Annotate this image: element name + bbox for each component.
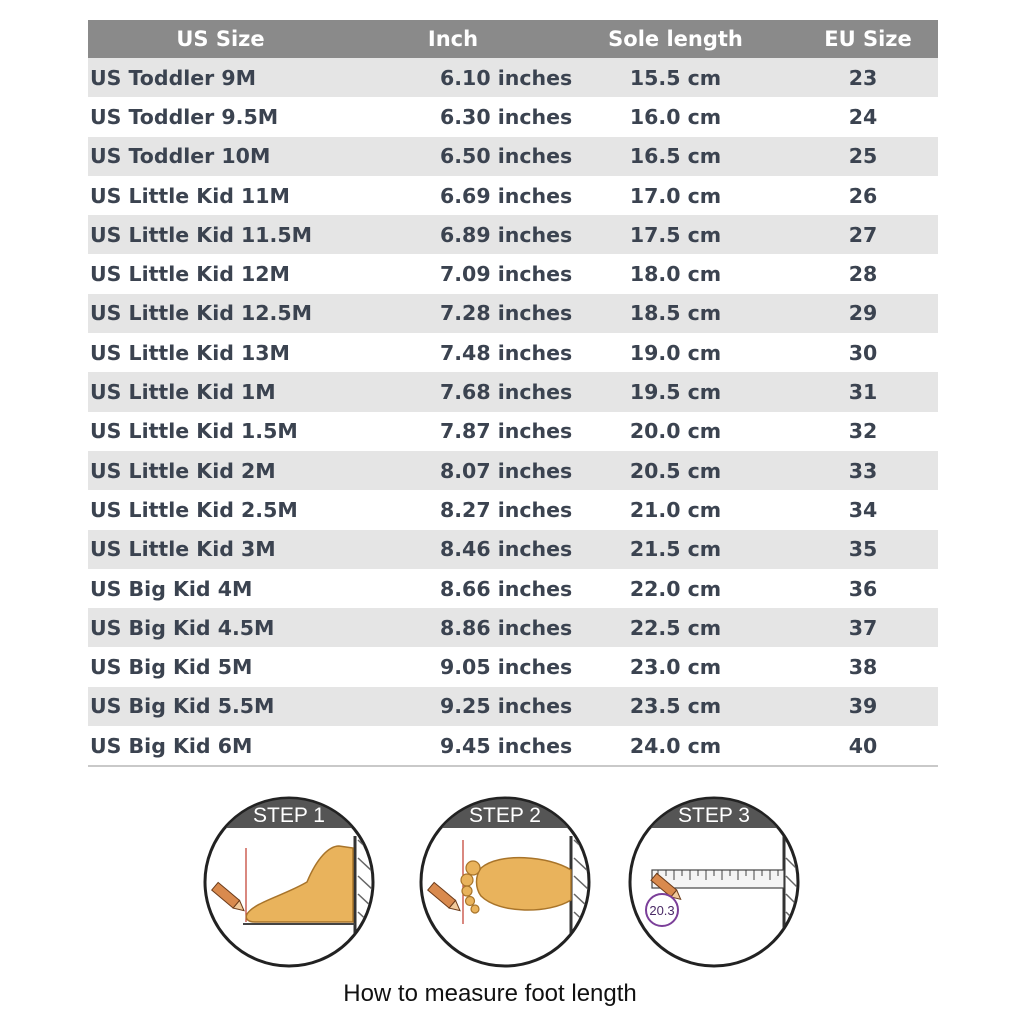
eu-size-cell: 28	[798, 254, 938, 293]
header-us-size: US Size	[88, 20, 353, 58]
sole-length-cell: 21.0 cm	[553, 490, 798, 529]
eu-size-cell: 26	[798, 176, 938, 215]
us-size-cell: US Little Kid 11.5M	[88, 215, 353, 254]
inch-cell: 6.50 inches	[353, 137, 553, 176]
table-row	[88, 490, 938, 529]
table-bottom-rule	[88, 765, 938, 767]
sole-length-cell: 23.5 cm	[553, 687, 798, 726]
table-row	[88, 569, 938, 608]
eu-size-cell: 23	[798, 58, 938, 97]
sole-length-cell: 24.0 cm	[553, 726, 798, 765]
sole-length-cell: 20.0 cm	[553, 412, 798, 451]
eu-size-cell: 31	[798, 372, 938, 411]
step-2-label: STEP 2	[469, 804, 541, 827]
measurement-reading: 20.3	[649, 903, 675, 918]
us-size-cell: US Little Kid 2M	[88, 451, 353, 490]
inch-cell: 8.46 inches	[353, 530, 553, 569]
eu-size-cell: 36	[798, 569, 938, 608]
table-row	[88, 647, 938, 686]
inch-cell: 8.07 inches	[353, 451, 553, 490]
eu-size-cell: 37	[798, 608, 938, 647]
table-row	[88, 215, 938, 254]
table-row	[88, 333, 938, 372]
eu-size-cell: 38	[798, 647, 938, 686]
sole-length-cell: 21.5 cm	[553, 530, 798, 569]
sole-length-cell: 15.5 cm	[553, 58, 798, 97]
sole-length-cell: 19.5 cm	[553, 372, 798, 411]
inch-cell: 9.05 inches	[353, 647, 553, 686]
us-size-cell: US Toddler 9.5M	[88, 97, 353, 136]
inch-cell: 7.48 inches	[353, 333, 553, 372]
sole-length-cell: 19.0 cm	[553, 333, 798, 372]
sole-length-cell: 23.0 cm	[553, 647, 798, 686]
eu-size-cell: 27	[798, 215, 938, 254]
inch-cell: 9.25 inches	[353, 687, 553, 726]
eu-size-cell: 32	[798, 412, 938, 451]
us-size-cell: US Big Kid 5M	[88, 647, 353, 686]
table-row	[88, 726, 938, 765]
eu-size-cell: 33	[798, 451, 938, 490]
us-size-cell: US Toddler 9M	[88, 58, 353, 97]
inch-cell: 8.66 inches	[353, 569, 553, 608]
inch-cell: 7.28 inches	[353, 294, 553, 333]
step-1-illustration	[203, 796, 375, 968]
us-size-cell: US Big Kid 4M	[88, 569, 353, 608]
us-size-cell: US Little Kid 12M	[88, 254, 353, 293]
step-3-label: STEP 3	[678, 804, 750, 827]
eu-size-cell: 25	[798, 137, 938, 176]
us-size-cell: US Little Kid 3M	[88, 530, 353, 569]
header-eu-size: EU Size	[798, 20, 938, 58]
us-size-cell: US Little Kid 11M	[88, 176, 353, 215]
inch-cell: 6.69 inches	[353, 176, 553, 215]
table-row	[88, 137, 938, 176]
eu-size-cell: 30	[798, 333, 938, 372]
sole-length-cell: 16.0 cm	[553, 97, 798, 136]
step-2-illustration	[419, 796, 591, 968]
eu-size-cell: 40	[798, 726, 938, 765]
us-size-cell: US Big Kid 4.5M	[88, 608, 353, 647]
table-row	[88, 530, 938, 569]
sole-length-cell: 20.5 cm	[553, 451, 798, 490]
table-row	[88, 451, 938, 490]
inch-cell: 7.68 inches	[353, 372, 553, 411]
header-inch: Inch	[353, 20, 553, 58]
eu-size-cell: 34	[798, 490, 938, 529]
sole-length-cell: 17.5 cm	[553, 215, 798, 254]
inch-cell: 8.27 inches	[353, 490, 553, 529]
header-sole-length: Sole length	[553, 20, 798, 58]
us-size-cell: US Toddler 10M	[88, 137, 353, 176]
table-header-row	[88, 20, 938, 58]
us-size-cell: US Big Kid 5.5M	[88, 687, 353, 726]
inch-cell: 9.45 inches	[353, 726, 553, 765]
sole-length-cell: 16.5 cm	[553, 137, 798, 176]
eu-size-cell: 24	[798, 97, 938, 136]
size-table	[88, 20, 938, 765]
us-size-cell: US Little Kid 1M	[88, 372, 353, 411]
sole-length-cell: 17.0 cm	[553, 176, 798, 215]
us-size-cell: US Little Kid 1.5M	[88, 412, 353, 451]
inch-cell: 6.89 inches	[353, 215, 553, 254]
inch-cell: 7.09 inches	[353, 254, 553, 293]
table-row	[88, 608, 938, 647]
step-1-label: STEP 1	[253, 804, 325, 827]
inch-cell: 6.10 inches	[353, 58, 553, 97]
table-row	[88, 294, 938, 333]
table-row	[88, 176, 938, 215]
sole-length-cell: 22.5 cm	[553, 608, 798, 647]
table-row	[88, 254, 938, 293]
caption: How to measure foot length	[343, 980, 637, 1007]
table-row	[88, 372, 938, 411]
ruler-measurement-icon	[652, 870, 784, 888]
eu-size-cell: 29	[798, 294, 938, 333]
table-row	[88, 687, 938, 726]
eu-size-cell: 39	[798, 687, 938, 726]
table-row	[88, 97, 938, 136]
inch-cell: 8.86 inches	[353, 608, 553, 647]
inch-cell: 6.30 inches	[353, 97, 553, 136]
us-size-cell: US Big Kid 6M	[88, 726, 353, 765]
inch-cell: 7.87 inches	[353, 412, 553, 451]
sole-length-cell: 22.0 cm	[553, 569, 798, 608]
eu-size-cell: 35	[798, 530, 938, 569]
us-size-cell: US Little Kid 13M	[88, 333, 353, 372]
sole-length-cell: 18.5 cm	[553, 294, 798, 333]
sole-length-cell: 18.0 cm	[553, 254, 798, 293]
size-chart	[88, 20, 938, 767]
step-3-illustration	[628, 796, 800, 968]
table-row	[88, 58, 938, 97]
us-size-cell: US Little Kid 2.5M	[88, 490, 353, 529]
table-row	[88, 412, 938, 451]
us-size-cell: US Little Kid 12.5M	[88, 294, 353, 333]
